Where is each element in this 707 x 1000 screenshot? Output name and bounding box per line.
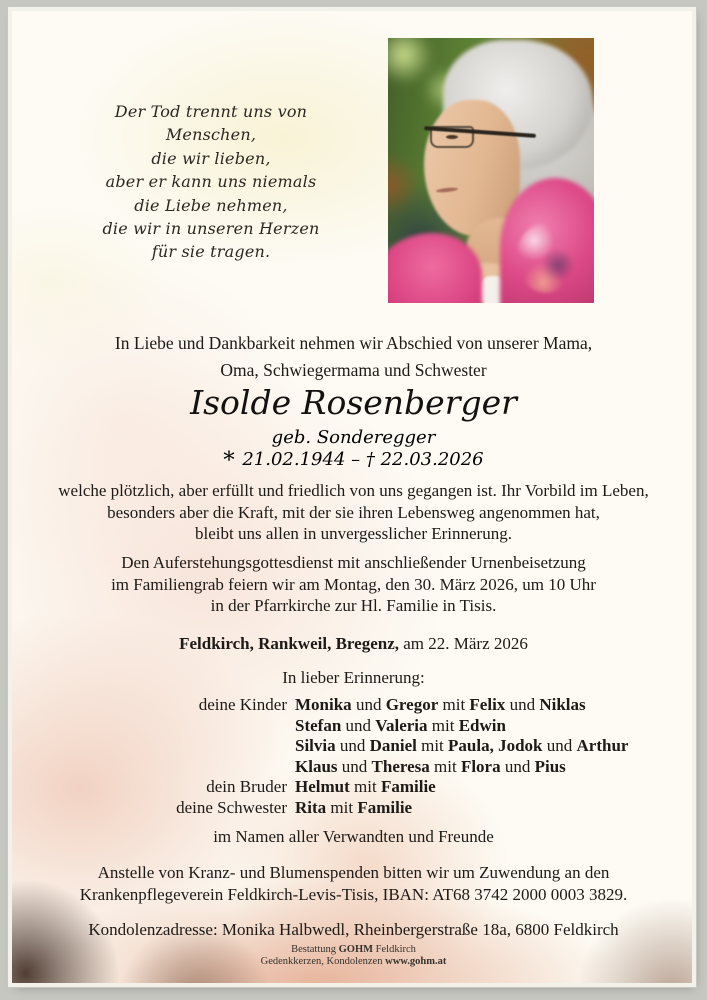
connector-text: und — [542, 736, 577, 755]
farewell-intro — [27, 330, 680, 384]
remembrance-heading: In lieber Erinnerung: — [282, 668, 425, 687]
connector-text: und — [505, 695, 540, 714]
service-info — [27, 552, 680, 617]
connector-text: und — [500, 756, 535, 776]
funeral-home-footer — [27, 944, 680, 967]
portrait-photo — [388, 38, 594, 303]
text-line: besonders aber die Kraft, mit der sie ihren Lebensweg angenommen hat, — [107, 502, 600, 522]
text-line: Den Auferstehungsgottesdienst mit anschließender Urnenbeisetzung — [121, 553, 586, 572]
connector-text: mit — [416, 736, 449, 755]
family-member-name: Klaus — [295, 756, 338, 776]
closing-line: im Namen aller Verwandten und Freunde — [213, 827, 494, 846]
donation-request — [27, 862, 680, 905]
deceased-name: Isolde Rosenberger — [190, 383, 517, 422]
family-member-name: Theresa — [371, 756, 430, 776]
relation-label — [27, 757, 287, 778]
remembrance-list — [27, 695, 628, 818]
family-member-name: Familie — [380, 777, 436, 796]
text-line: welche plötzlich, aber erfüllt und friedlich von uns gegangen ist. Ihr Vorbild im Leben, — [58, 481, 649, 500]
memorial-card — [12, 11, 692, 983]
connector-text: und — [351, 695, 386, 714]
family-member-name: Monika — [295, 695, 352, 714]
family-names — [295, 798, 628, 819]
dateline-places: Feldkirch, Rankweil, Bregenz, — [179, 634, 399, 653]
family-member-name: Paula, Jodok — [448, 736, 543, 755]
text-line: Anstelle von Kranz- und Blumenspenden bitten wir um Zuwendung an den — [97, 863, 610, 882]
footer-gohm: GOHM — [338, 944, 374, 955]
family-member-name: Daniel — [369, 736, 417, 755]
dates-text: 21.02.1944 – † 22.03.2026 — [242, 449, 484, 470]
connector-text: mit — [438, 695, 470, 714]
birth-name: geb. Sonderegger — [271, 427, 436, 448]
connector-text: und — [337, 756, 372, 776]
family-member-name: Familie — [357, 797, 413, 817]
text-line: die wir in unseren Herzen — [102, 219, 320, 239]
connector-text: und — [335, 736, 370, 755]
text-line: Oma, Schwiegermama und Schwester — [220, 360, 487, 380]
relation-label: deine Schwester — [176, 797, 287, 817]
family-member-name: Rita — [295, 797, 327, 817]
family-member-name: Stefan — [295, 715, 342, 735]
text-line: im Familiengrab feiern wir am Montag, den 30. März 2026, um 10 Uhr — [111, 574, 596, 594]
text-line: die Liebe nehmen, — [134, 195, 288, 215]
family-member-name: Silvia — [295, 736, 336, 755]
family-member-name: Felix — [469, 695, 506, 714]
text-line: In Liebe und Dankbarkeit nehmen wir Abschied von unserer Mama, — [114, 333, 593, 353]
photo-eye — [446, 135, 458, 139]
footer-services: Gedenkkerzen, Kondolenzen — [260, 955, 386, 967]
family-member-name: Helmut — [295, 777, 350, 796]
family-member-name: Edwin — [458, 715, 506, 735]
family-member-name: Arthur — [576, 736, 629, 755]
family-names — [295, 695, 628, 716]
life-dates — [27, 448, 680, 473]
text-line: bleibt uns allen in unvergesslicher Erinnerung. — [195, 524, 512, 543]
text-line: in der Pfarrkirche zur Hl. Familie in Tisis. — [210, 596, 497, 615]
dateline-date: am 22. März 2026 — [399, 634, 528, 653]
photo-scarf-pattern — [516, 223, 576, 293]
condolence-address: Kondolenzadresse: Monika Halbwedl, Rheinbergerstraße 18a, 6800 Feldkirch — [88, 920, 619, 939]
footer-city: Feldkirch — [373, 944, 416, 955]
relation-label: dein Bruder — [206, 777, 287, 796]
family-member-name: Niklas — [539, 695, 586, 714]
text-line: für sie tragen. — [151, 242, 271, 262]
connector-text: und — [341, 715, 376, 735]
family-member-name: Pius — [534, 756, 566, 776]
connector-text: mit — [326, 797, 358, 817]
relation-label — [27, 736, 287, 757]
relation-label: deine Kinder — [198, 695, 287, 714]
family-names — [295, 736, 628, 757]
footer-bestattung: Bestattung — [291, 944, 339, 955]
footer-line1 — [27, 944, 680, 956]
footer-line2 — [27, 956, 680, 968]
birth-star-icon: * — [223, 447, 237, 474]
obituary-text — [27, 480, 680, 545]
text-line: Der Tod trennt uns von Menschen, — [114, 102, 308, 145]
text-line: Krankenpflegeverein Feldkirch-Levis-Tisis, IBAN: AT68 3742 2000 0003 3829. — [79, 884, 628, 904]
dateline — [27, 633, 680, 655]
text-line: die wir lieben, — [151, 148, 271, 168]
family-names — [295, 777, 628, 798]
memorial-poem — [75, 100, 347, 264]
family-member-name: Valeria — [375, 715, 428, 735]
text-line: aber er kann uns niemals — [105, 172, 317, 192]
family-names — [295, 716, 628, 737]
connector-text: mit — [427, 715, 459, 735]
family-member-name: Flora — [460, 756, 501, 776]
footer-website: www.gohm.at — [385, 955, 447, 967]
connector-text: mit — [429, 756, 461, 776]
connector-text: mit — [349, 777, 381, 796]
family-member-name: Gregor — [385, 695, 439, 714]
family-names — [295, 757, 628, 778]
relation-label — [27, 716, 287, 737]
